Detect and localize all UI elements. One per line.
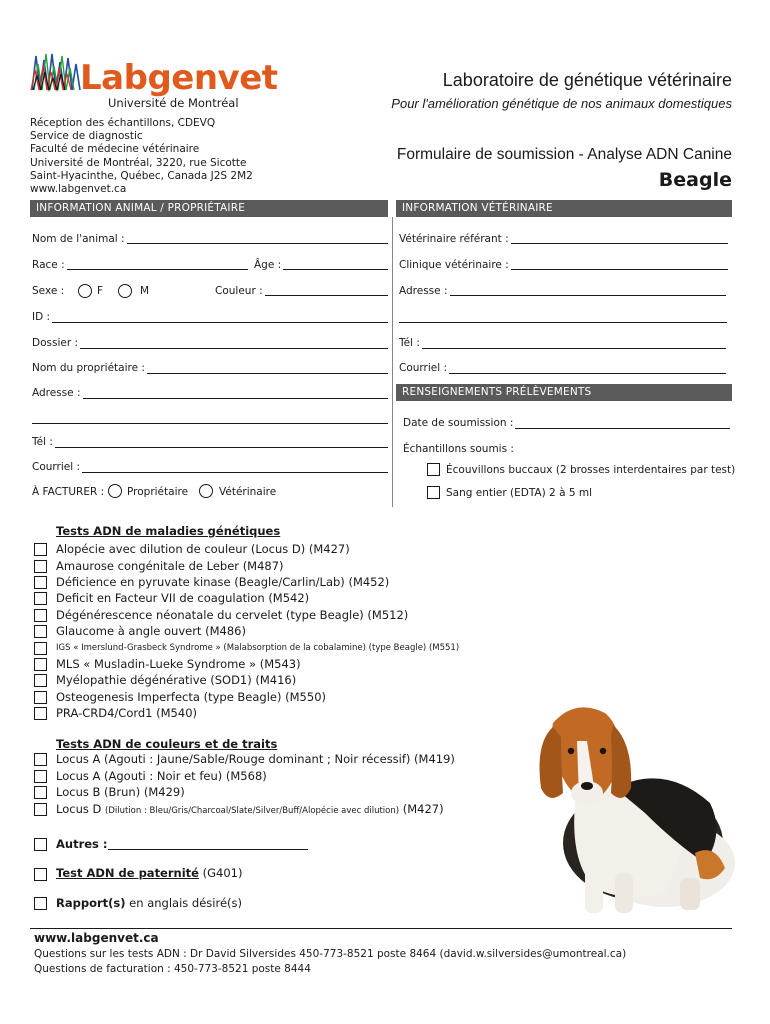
animal-name-field: Nom de l'animal : <box>32 233 125 245</box>
billing-vet-label: Vétérinaire <box>219 486 277 498</box>
autres-line[interactable] <box>98 849 308 850</box>
lab-address <box>30 117 253 196</box>
breed-title: Beagle <box>658 169 732 191</box>
color-item-locus-d <box>56 802 444 816</box>
billing-label: À FACTURER : <box>32 486 105 498</box>
swab-option-label: Écouvillons buccaux (2 brosses interdentaires par test) <box>446 464 736 476</box>
vet-address-line[interactable] <box>444 295 726 296</box>
owner-name-field: Nom du propriétaire : <box>32 362 145 374</box>
vet-email-line[interactable] <box>446 373 726 374</box>
column-divider <box>392 217 393 507</box>
sexe-m-radio[interactable] <box>118 284 132 298</box>
labgenvet-logo-icon <box>30 50 82 94</box>
color-checkbox[interactable] <box>34 803 47 816</box>
lab-subtitle: Pour l'amélioration génétique de nos animaux domestiques <box>391 96 732 111</box>
color-item: Locus A (Agouti : Noir et feu) (M568) <box>56 769 267 783</box>
age-field: Âge : <box>254 259 282 271</box>
swab-checkbox[interactable] <box>427 463 440 476</box>
disease-item: Amaurose congénitale de Leber (M487) <box>56 559 284 573</box>
disease-checkbox[interactable] <box>34 609 47 622</box>
clinic-field: Clinique vétérinaire : <box>399 259 509 271</box>
report-rest: en anglais désiré(s) <box>129 896 242 910</box>
disease-checkbox[interactable] <box>34 560 47 573</box>
autres-field: Autres : <box>56 837 108 851</box>
disease-checkbox[interactable] <box>34 625 47 638</box>
race-line[interactable] <box>62 269 248 270</box>
couleur-field: Couleur : <box>215 285 263 297</box>
color-tests-heading: Tests ADN de couleurs et de traits <box>56 737 278 751</box>
logo-wordmark: Labgenvet <box>80 58 278 98</box>
disease-checkbox[interactable] <box>34 576 47 589</box>
animal-section-header: INFORMATION ANIMAL / PROPRIÉTAIRE <box>30 200 388 217</box>
address-line: Saint-Hyacinthe, Québec, Canada J2S 2M2 <box>30 169 253 182</box>
sexe-m-label: M <box>140 285 150 297</box>
race-field: Race : <box>32 259 65 271</box>
owner-name-line[interactable] <box>136 373 388 374</box>
disease-item: IGS « Imerslund-Grasbeck Syndrome » (Malabsorption de la cobalamine) (type Beagle) (M551) <box>56 643 460 653</box>
paternity-checkbox[interactable] <box>34 868 47 881</box>
blood-checkbox[interactable] <box>427 486 440 499</box>
vet-email-field: Courriel : <box>399 362 448 374</box>
id-line[interactable] <box>48 322 388 323</box>
report-checkbox[interactable] <box>34 897 47 910</box>
disease-item: Glaucome à angle ouvert (M486) <box>56 624 246 638</box>
disease-item: Alopécie avec dilution de couleur (Locus D) (M427) <box>56 542 350 556</box>
footer-billing-contact: Questions de facturation : 450-773-8521 poste 8444 <box>34 963 311 975</box>
locus-d-prefix: Locus D <box>56 802 102 816</box>
disease-item: Deficit en Facteur VII de coagulation (M542) <box>56 591 310 605</box>
sexe-label: Sexe : <box>32 285 65 297</box>
vet-tel-line[interactable] <box>420 348 726 349</box>
owner-tel-line[interactable] <box>54 447 388 448</box>
address-line: Réception des échantillons, CDEVQ <box>30 117 216 129</box>
owner-email-field: Courriel : <box>32 461 81 473</box>
animal-name-line[interactable] <box>112 243 388 244</box>
color-checkbox[interactable] <box>34 753 47 766</box>
paternity-code: (G401) <box>202 866 243 880</box>
form-title: Formulaire de soumission - Analyse ADN Canine <box>396 146 732 163</box>
billing-owner-radio[interactable] <box>108 484 122 498</box>
submission-date-line[interactable] <box>512 428 730 429</box>
disease-checkbox[interactable] <box>34 691 47 704</box>
footer-website-link[interactable]: www.labgenvet.ca <box>34 931 159 945</box>
owner-address-line-2[interactable] <box>32 423 388 424</box>
owner-tel-field: Tél : <box>32 436 53 448</box>
submission-date-field: Date de soumission : <box>403 417 514 429</box>
logo-university: Université de Montréal <box>108 96 239 110</box>
address-line: Université de Montréal, 3220, rue Sicotte <box>30 156 247 169</box>
owner-email-line[interactable] <box>80 472 388 473</box>
owner-address-line[interactable] <box>80 398 388 399</box>
vet-address-line-2[interactable] <box>399 322 727 323</box>
disease-item: Osteogenesis Imperfecta (type Beagle) (M550) <box>56 690 326 704</box>
sexe-f-radio[interactable] <box>78 284 92 298</box>
address-link[interactable]: www.labgenvet.ca <box>30 183 127 196</box>
disease-checkbox[interactable] <box>34 658 47 671</box>
lab-title: Laboratoire de génétique vétérinaire <box>442 70 732 90</box>
owner-address-field: Adresse : <box>32 387 81 399</box>
disease-item: MLS « Musladin-Lueke Syndrome » (M543) <box>56 657 301 671</box>
vet-address-field: Adresse : <box>399 285 448 297</box>
disease-item: PRA-CRD4/Cord1 (M540) <box>56 706 197 720</box>
disease-checkbox[interactable] <box>34 642 47 655</box>
color-item: Locus B (Brun) (M429) <box>56 785 185 799</box>
disease-checkbox[interactable] <box>34 543 47 556</box>
billing-vet-radio[interactable] <box>199 484 213 498</box>
beagle-photo <box>515 693 745 918</box>
color-item: Locus A (Agouti : Jaune/Sable/Rouge dominant ; Noir récessif) (M419) <box>56 752 455 766</box>
disease-checkbox[interactable] <box>34 674 47 687</box>
vet-referent-line[interactable] <box>506 243 728 244</box>
disease-checkbox[interactable] <box>34 592 47 605</box>
disease-item: Dégénérescence néonatale du cervelet (type Beagle) (M512) <box>56 608 409 622</box>
id-field: ID : <box>32 311 51 323</box>
address-line: Service de diagnostic <box>30 130 143 143</box>
billing-owner-label: Propriétaire <box>127 486 189 498</box>
dossier-line[interactable] <box>76 348 388 349</box>
disease-item: Déficience en pyruvate kinase (Beagle/Carlin/Lab) (M452) <box>56 575 390 589</box>
disease-item: Myélopathie dégénérative (SOD1) (M416) <box>56 673 297 687</box>
disease-tests-heading: Tests ADN de maladies génétiques <box>56 524 281 538</box>
paternity-title: Test ADN de paternité <box>56 866 199 880</box>
paternity-item <box>56 866 242 880</box>
dossier-field: Dossier : <box>32 337 79 349</box>
vet-tel-field: Tél : <box>399 337 420 349</box>
blood-option-label: Sang entier (EDTA) 2 à 5 ml <box>446 487 593 499</box>
clinic-line[interactable] <box>503 269 728 270</box>
color-checkbox[interactable] <box>34 770 47 783</box>
footer-tests-contact: Questions sur les tests ADN : Dr David Silversides 450-773-8521 poste 8464 (david.w.silversides@umontreal.ca) <box>34 948 627 960</box>
couleur-line[interactable] <box>262 295 388 296</box>
address-line: Faculté de médecine vétérinaire <box>30 143 200 156</box>
sexe-f-label: F <box>97 285 104 297</box>
report-title: Rapport(s) <box>56 896 126 910</box>
locus-d-detail: (Dilution : Bleu/Gris/Charcoal/Slate/Silver/Buff/Alopécie avec dilution) <box>105 806 400 816</box>
autres-checkbox[interactable] <box>34 838 47 851</box>
color-checkbox[interactable] <box>34 786 47 799</box>
vet-referent-field: Vétérinaire référant : <box>399 233 509 245</box>
report-item <box>56 896 242 910</box>
vet-section-header: INFORMATION VÉTÉRINAIRE <box>396 200 732 217</box>
samples-label: Échantillons soumis : <box>403 443 514 455</box>
locus-d-code: (M427) <box>402 802 444 816</box>
age-line[interactable] <box>283 269 388 270</box>
disease-checkbox[interactable] <box>34 707 47 720</box>
footer-divider <box>30 928 732 929</box>
sample-section-header: RENSEIGNEMENTS PRÉLÈVEMENTS <box>396 384 732 401</box>
